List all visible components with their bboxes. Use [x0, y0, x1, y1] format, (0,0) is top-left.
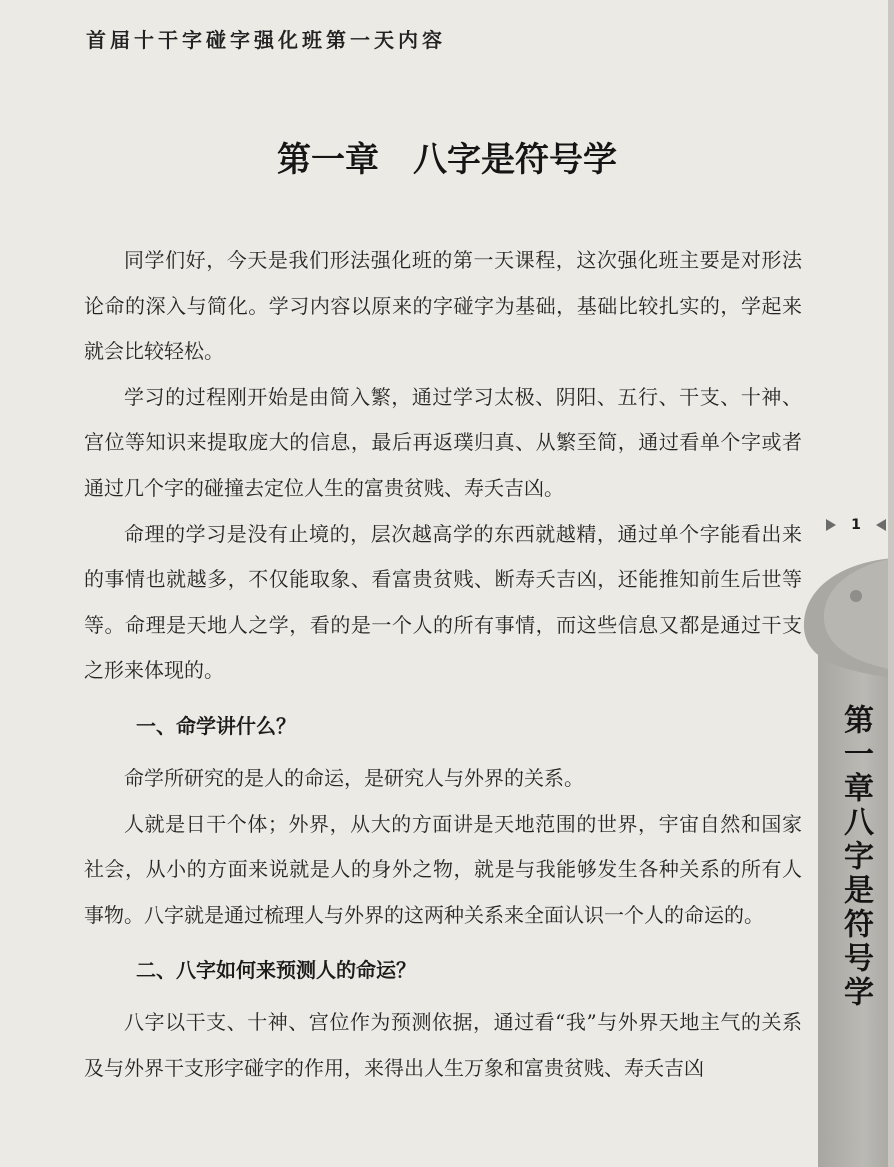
paragraph: 学习的过程刚开始是由简入繁，通过学习太极、阴阳、五行、干支、十神、宫位等知识来提取庞大的信息，最后再返璞归真、从繁至简，通过看单个字或者通过几个字的碰撞去定位人生的富贵贫贱、寿夭吉凶。 — [84, 384, 802, 500]
paragraph: 八字以干支、十神、宫位作为预测依据，通过看“我”与外界天地主气的关系及与外界干支形字碰字的作用，来得出人生万象和富贵贫贱、寿夭吉凶 — [84, 1010, 802, 1080]
paragraph: 命学所研究的是人的命运，是研究人与外界的关系。 — [124, 765, 584, 790]
page-number: 1 — [851, 517, 861, 533]
tab-curve-decoration — [782, 558, 894, 678]
page-edge — [888, 0, 894, 1167]
section-heading: 二、八字如何来预测人的命运？ — [136, 958, 416, 983]
triangle-left-icon — [876, 519, 886, 531]
running-header: 首届十干字碰字强化班第一天内容 — [86, 28, 446, 52]
vertical-chapter-title: 第一章八字是符号学 — [838, 704, 873, 1010]
triangle-right-icon — [826, 519, 836, 531]
paragraph: 命理的学习是没有止境的，层次越高学的东西就越精，通过单个字能看出来的事情也就越多，不仅能取象、看富贵贫贱、断寿夭吉凶，还能推知前生后世等等。命理是天地人之学，看的是一个人的所有事情，而这些信息又都是通过干支之形来体现的。 — [84, 521, 802, 683]
page-number-marker — [826, 514, 886, 536]
body-text — [84, 238, 802, 1092]
paragraph: 人就是日干个体；外界，从大的方面讲是天地范围的世界，宇宙自然和国家社会，从小的方面来说就是人的身外之物，就是与我能够发生各种关系的所有人事物。八字就是通过梳理人与外界的这两种关系来全面认识一个人的命运的。 — [84, 811, 802, 927]
paragraph: 同学们好，今天是我们形法强化班的第一天课程，这次强化班主要是对形法论命的深入与简化。学习内容以原来的字碰字为基础，基础比较扎实的，学起来就会比较轻松。 — [84, 248, 802, 364]
chapter-title: 第一章 八字是符号学 — [277, 140, 617, 180]
section-heading: 一、命学讲什么？ — [136, 713, 296, 738]
